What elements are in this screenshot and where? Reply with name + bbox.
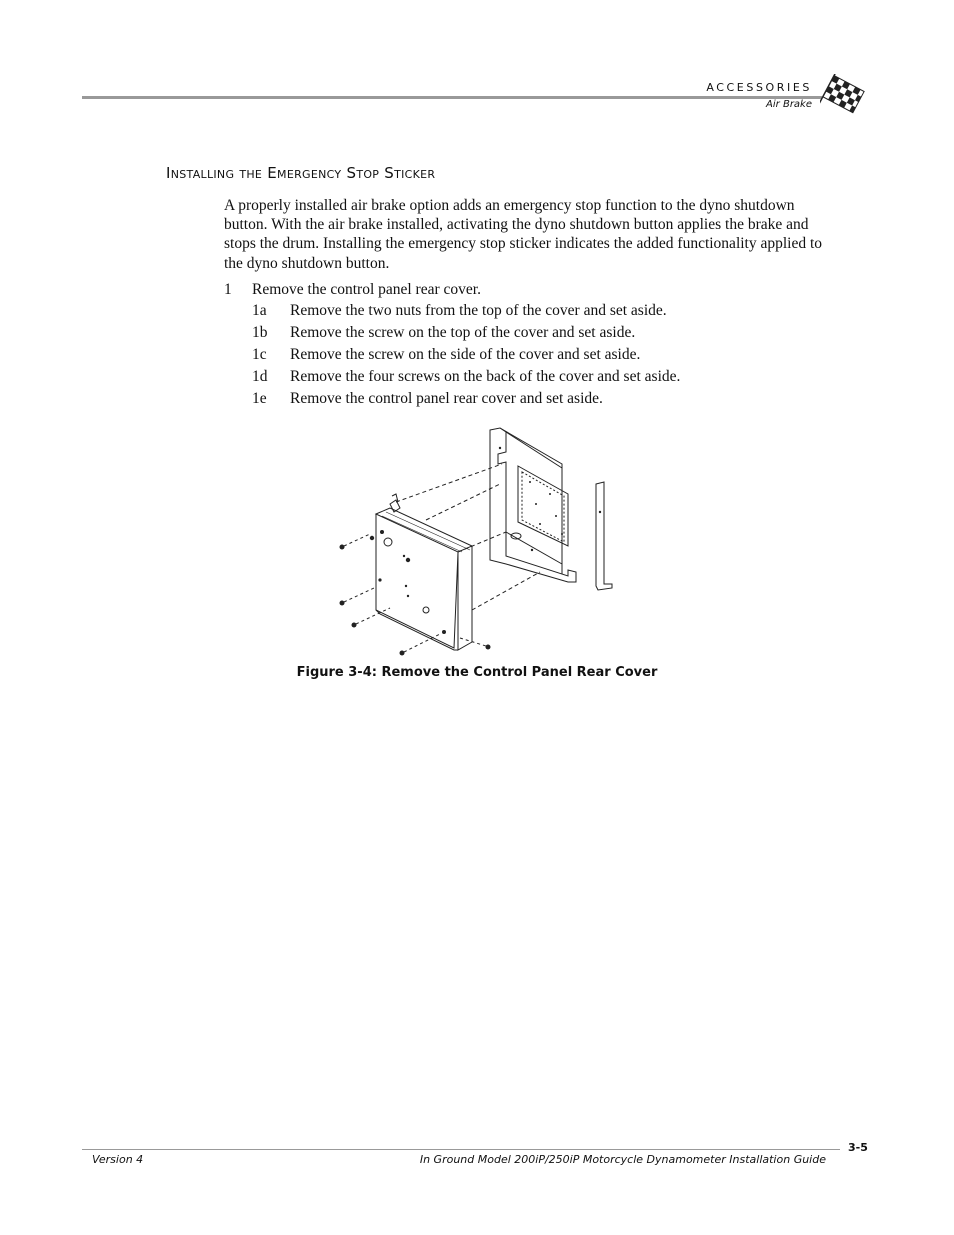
step-number: 1c — [252, 346, 267, 363]
step-text: Remove the four screws on the back of the cover and set aside. — [290, 368, 681, 385]
step-number: 1d — [252, 368, 268, 385]
footer-rule — [82, 1149, 840, 1150]
checkered-flag-icon — [820, 74, 866, 116]
control-panel-exploded-drawing — [330, 424, 620, 662]
step-text: Remove the control panel rear cover and set aside. — [290, 390, 603, 407]
figure-caption: Figure 3-4: Remove the Control Panel Rear Cover — [296, 665, 658, 680]
footer-guide-title: In Ground Model 200iP/250iP Motorcycle Dynamometer Installation Guide — [419, 1153, 826, 1166]
header-rule — [82, 96, 822, 99]
step-text: Remove the control panel rear cover. — [252, 281, 481, 298]
step-text: Remove the two nuts from the top of the cover and set aside. — [290, 302, 667, 319]
step-number: 1a — [252, 302, 267, 319]
step-number: 1e — [252, 390, 267, 407]
intro-paragraph: A properly installed air brake option adds an emergency stop function to the dyno shutdown button. With the air brake installed, activating the dyno shutdown button applies the brake and stops the drum. Installing the emergency stop sticker indicates the added functionality applied to the dyno shutdown button. — [224, 197, 823, 272]
step-text: Remove the screw on the side of the cover and set aside. — [290, 346, 641, 363]
step-number: 1 — [224, 281, 232, 298]
step-text: Remove the screw on the top of the cover and set aside. — [290, 324, 636, 341]
header-subsection-title: Air Brake — [766, 99, 812, 110]
step-number: 1b — [252, 324, 268, 341]
section-heading: Installing the Emergency Stop Sticker — [166, 164, 436, 182]
footer-version: Version 4 — [92, 1153, 144, 1166]
page-number: 3-5 — [848, 1141, 868, 1154]
header-section-title: ACCESSORIES — [706, 81, 812, 94]
